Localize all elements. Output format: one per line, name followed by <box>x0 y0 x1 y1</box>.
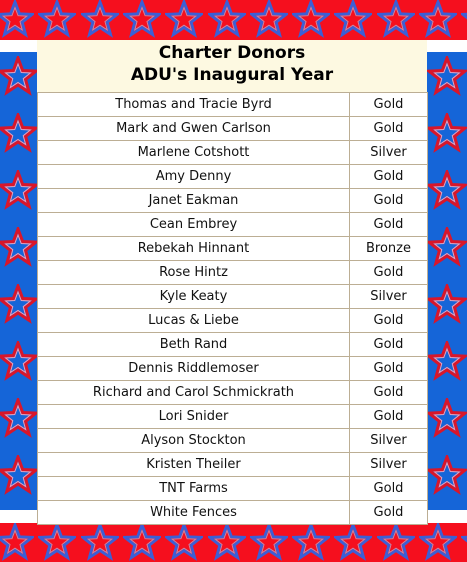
star-outline-icon <box>334 523 372 561</box>
star-outline-icon <box>250 0 288 38</box>
donor-level: Gold <box>350 309 428 333</box>
table-row <box>38 333 428 357</box>
donor-name: Lori Snider <box>38 405 350 429</box>
donor-level: Gold <box>350 381 428 405</box>
donor-name: Dennis Riddlemoser <box>38 357 350 381</box>
donor-name: Kyle Keaty <box>38 285 350 309</box>
donor-level: Silver <box>350 141 428 165</box>
bottom-star-border <box>0 523 467 562</box>
donor-name: Amy Denny <box>38 165 350 189</box>
star-outline-icon <box>250 523 288 561</box>
star-outline-icon <box>427 227 467 267</box>
star-outline-icon <box>427 341 467 381</box>
star-outline-icon <box>427 455 467 495</box>
donor-level: Gold <box>350 165 428 189</box>
star-outline-icon <box>334 0 372 38</box>
donor-table-body <box>38 93 428 525</box>
table-row <box>38 357 428 381</box>
donor-name: Lucas & Liebe <box>38 309 350 333</box>
donor-name: Rose Hintz <box>38 261 350 285</box>
star-outline-icon <box>377 523 415 561</box>
star-outline-icon <box>123 523 161 561</box>
star-outline-icon <box>0 56 37 96</box>
donor-level: Gold <box>350 189 428 213</box>
donor-level: Gold <box>350 213 428 237</box>
star-outline-icon <box>427 56 467 96</box>
star-outline-icon <box>419 0 457 38</box>
star-outline-icon <box>0 0 34 38</box>
donor-name: Beth Rand <box>38 333 350 357</box>
star-outline-icon <box>0 227 37 267</box>
top-star-border <box>0 0 467 40</box>
donor-name: TNT Farms <box>38 477 350 501</box>
star-outline-icon <box>123 0 161 38</box>
donor-name: Cean Embrey <box>38 213 350 237</box>
table-row <box>38 261 428 285</box>
title-line-inaugural-year: ADU's Inaugural Year <box>130 65 334 85</box>
star-outline-icon <box>165 523 203 561</box>
donor-name: White Fences <box>38 501 350 525</box>
donor-level: Silver <box>350 285 428 309</box>
star-outline-icon <box>38 0 76 38</box>
donor-level: Gold <box>350 333 428 357</box>
star-outline-icon <box>81 523 119 561</box>
table-row <box>38 477 428 501</box>
star-outline-icon <box>292 0 330 38</box>
donor-level: Silver <box>350 453 428 477</box>
star-outline-icon <box>165 0 203 38</box>
table-row <box>38 93 428 117</box>
donor-name: Kristen Theiler <box>38 453 350 477</box>
star-outline-icon <box>0 398 37 438</box>
donor-level: Gold <box>350 261 428 285</box>
table-row <box>38 429 428 453</box>
donor-list-title <box>37 42 427 90</box>
table-row <box>38 165 428 189</box>
donor-name: Marlene Cotshott <box>38 141 350 165</box>
table-row <box>38 213 428 237</box>
table-row <box>38 285 428 309</box>
title-line-charter-donors: Charter Donors <box>158 43 306 63</box>
table-row <box>38 141 428 165</box>
star-outline-icon <box>427 398 467 438</box>
table-row <box>38 501 428 525</box>
donor-name: Janet Eakman <box>38 189 350 213</box>
star-outline-icon <box>427 170 467 210</box>
donor-name: Richard and Carol Schmickrath <box>38 381 350 405</box>
donor-level: Gold <box>350 117 428 141</box>
donor-level: Gold <box>350 357 428 381</box>
donor-level: Gold <box>350 501 428 525</box>
star-outline-icon <box>427 284 467 324</box>
star-outline-icon <box>208 523 246 561</box>
donor-name: Thomas and Tracie Byrd <box>38 93 350 117</box>
table-row <box>38 405 428 429</box>
star-outline-icon <box>461 523 467 561</box>
donor-table <box>37 92 428 525</box>
star-outline-icon <box>461 0 467 38</box>
donor-level: Bronze <box>350 237 428 261</box>
donor-name: Alyson Stockton <box>38 429 350 453</box>
star-outline-icon <box>0 523 34 561</box>
star-outline-icon <box>427 113 467 153</box>
table-row <box>38 453 428 477</box>
table-row <box>38 309 428 333</box>
table-row <box>38 117 428 141</box>
donor-name: Mark and Gwen Carlson <box>38 117 350 141</box>
table-row <box>38 381 428 405</box>
star-outline-icon <box>0 113 37 153</box>
donor-level: Gold <box>350 93 428 117</box>
star-outline-icon <box>0 284 37 324</box>
star-outline-icon <box>38 523 76 561</box>
donor-name: Rebekah Hinnant <box>38 237 350 261</box>
star-outline-icon <box>81 0 119 38</box>
star-outline-icon <box>377 0 415 38</box>
table-row <box>38 189 428 213</box>
star-outline-icon <box>419 523 457 561</box>
star-outline-icon <box>208 0 246 38</box>
table-row <box>38 237 428 261</box>
star-outline-icon <box>0 455 37 495</box>
star-outline-icon <box>292 523 330 561</box>
star-outline-icon <box>0 341 37 381</box>
donor-level: Silver <box>350 429 428 453</box>
left-star-border <box>0 52 37 510</box>
donor-level: Gold <box>350 477 428 501</box>
star-outline-icon <box>0 170 37 210</box>
donor-level: Gold <box>350 405 428 429</box>
right-star-border <box>427 52 467 510</box>
